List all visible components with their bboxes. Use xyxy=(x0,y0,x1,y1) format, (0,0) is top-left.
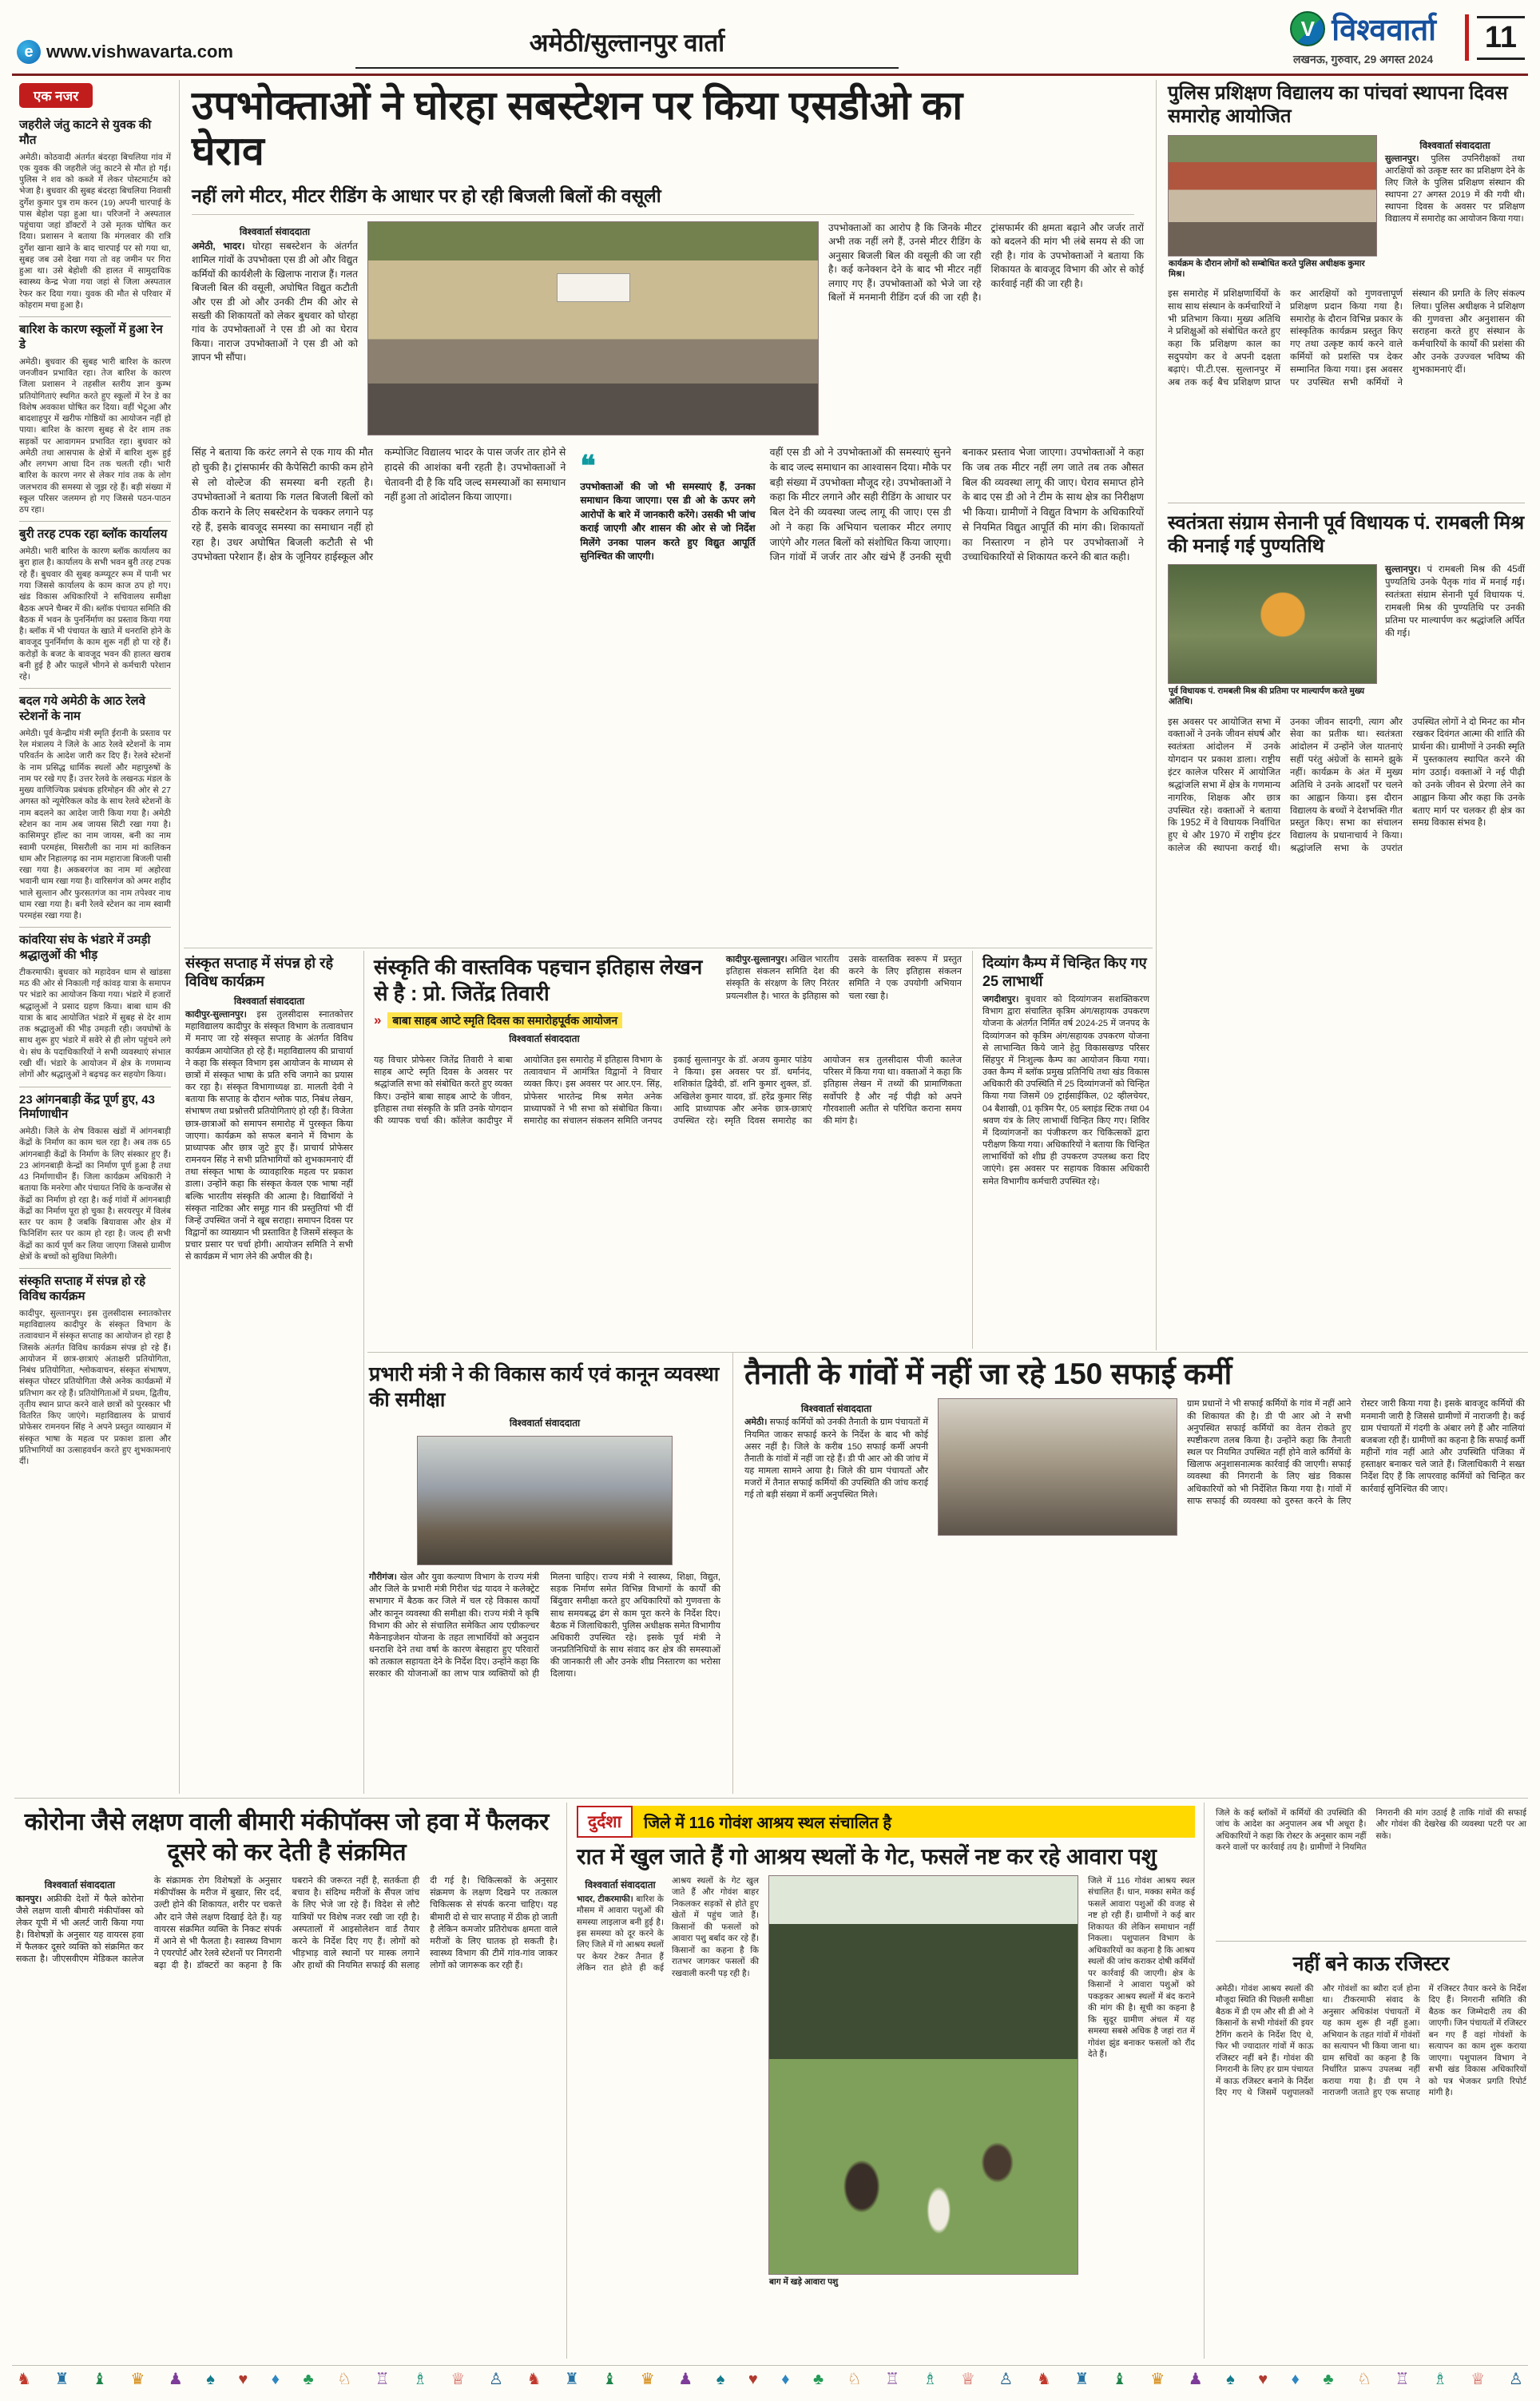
dateline: कानपुर। xyxy=(16,1894,42,1904)
footer-ornament-icon: ♠ xyxy=(206,2370,215,2388)
edition-dateline: लखनऊ, गुरुवार, 29 अगस्त 2024 xyxy=(1293,53,1434,66)
globe-icon: e xyxy=(17,40,41,64)
dateline: अमेठी। xyxy=(744,1417,768,1428)
footer-ornament-icon: ♕ xyxy=(1471,2370,1486,2388)
footer-ornament-icon: ♞ xyxy=(17,2370,31,2388)
brief-headline: बारिश के कारण स्कूलों में हुआ रेन डे xyxy=(19,323,163,352)
brief-headline: बदल गये अमेठी के आठ रेलवे स्टेशनों के नाम xyxy=(19,694,145,724)
continuation-text: जिले के कई ब्लॉकों में कर्मियों की उपस्थिति की जांच के आदेश का अनुपालन अब भी अधूरा है। अधिकारियों ने कहा कि रोस्टर के अनुसार काम नहीं करने वालों पर कार्रवाई तय है। ग्रामीणों ने नियमित निगरानी की मांग उठाई है ताकि गांवों की सफाई और गोवंश की देखरेख की व्यवस्था पटरी पर आ सके। xyxy=(1216,1807,1526,1942)
footer-ornament-icon: ♟ xyxy=(168,2370,183,2388)
lead-photo xyxy=(367,221,819,435)
footer-ornament-icon: ♣ xyxy=(812,2370,824,2388)
footer-ornament-icon: ♟ xyxy=(1188,2370,1203,2388)
website-url[interactable]: www.vishwavarta.com xyxy=(46,42,233,62)
section-title: अमेठी/सुल्तानपुर वार्ता xyxy=(529,29,725,57)
itihas-lekhan-story xyxy=(367,951,968,1349)
byline: विश्ववार्ता संवाददाता xyxy=(800,1403,872,1415)
column-rule xyxy=(732,1352,733,1794)
byline: विश्ववार्ता संवाददाता xyxy=(233,996,305,1007)
page-number-box xyxy=(1465,14,1525,61)
brief-body: कादीपुर, सुल्तानपुर। इस तुलसीदास स्नातकोत्तर महाविद्यालय कादीपुर के संस्कृत विभाग के तत्वावधान में संस्कृत सप्ताह का आयोजन हो रहा है जिसके अंतर्गत विविध कार्यक्रम संपन्न हो रहे हैं। आयोजन में छात्र-छात्राएं अंताक्षरी प्रतियोगिता, निबंध प्रतियोगिता, श्लोकवाचन, संस्कृत संभाषण, संस्कृत पोस्टर प्रतियोगिता जैसे अनेक कार्यक्रमों में प्रतिभाग कर रहे हैं। प्रतियोगिताओं में प्रथम, द्वितीय, तृतीय स्थान प्राप्त करने वाले छात्रों को पुरस्कार भी वितरित किए जाएंगे। महाविद्यालय के प्राचार्य प्रोफेसर रामनयन सिंह ने अपने प्रस्तुत व्याख्यान में संस्कृत भाषा के महत्व पर प्रकाश डाला और प्रतिभागियों का उत्साहवर्धन करते हुए शुभकामनाएं दीं। xyxy=(19,1308,171,1467)
dateline: गौरीगंज। xyxy=(369,1572,397,1582)
brief-story xyxy=(19,113,171,317)
footer-ornament-icon: ♞ xyxy=(526,2370,542,2388)
footer-ornament-icon: ♘ xyxy=(1357,2370,1371,2388)
column-rule xyxy=(1204,1803,1205,2359)
brief-body: अमेठी। जिले के शेष विकास खंडों में आंगनबाड़ी केंद्रों के निर्माण का काम चल रहा है। अब तक 65 आंगनबाड़ी केंद्रों के निर्माण के लिए संस्कार हुए हैं। 23 आंगनबाड़ी केन्द्रों का निर्माण पूर्ण हुआ है तथा 43 निर्माणाधीन हैं। जिला कार्यक्रम अधिकारी ने बताया कि मनरेगा और पंचायत निधि के कन्वर्जेंस से केंद्रों का निर्माण हो रहा है। कई गांवों में आंगनबाड़ी केंद्रों का निर्माण पूरा हो चुका है। सरयरपुर में विलंब स्तर पर काम है जबकि बियावास और क्षेत्र में फिनिशिंग स्तर पर काम हो रहा है। जल्द ही सभी केंद्रों का कार्य पूर्ण कर लिया जाएगा जिससे ग्रामीण क्षेत्रों के बच्चों को सुविधा मिलेगी। xyxy=(19,1127,171,1262)
brief-story xyxy=(19,928,171,1087)
right-column xyxy=(1160,80,1528,1352)
police-training-story xyxy=(1168,81,1525,503)
ek-nazar-label: एक नजर xyxy=(19,83,93,108)
divyang-camp-story xyxy=(976,951,1153,1349)
story-body: इस तुलसीदास स्नातकोत्तर महाविद्यालय कादीपुर के संस्कृत विभाग के तत्वावधान में मनाए जा रहे संस्कृत सप्ताह के अंतर्गत विविध कार्यक्रम आयोजित हो रहे हैं। महाविद्यालय की प्राचार्या ने कहा कि संस्कृत विभाग इस आयोजन के माध्यम से छात्रों में संस्कृत भाषा के प्रति रुचि जगाने का प्रयास कर रहा है। संस्कृत विभागाध्यक्ष डा. मालती देवी ने बताया कि सप्ताह के दौरान श्लोक पाठ, निबंध लेखन, संभाषण तथा प्रश्नोत्तरी प्रतियोगिताएं हो रही हैं। विजेता छात्र-छात्राओं को समापन समारोह में पुरस्कृत किया जाएगा। कार्यक्रम को सफल बनाने में विभाग के प्राध्यापक और छात्र जुटे हुए हैं। प्राचार्य प्रोफेसर रामनयन सिंह ने सभी प्रतिभागियों को शुभकामनाएं दीं तथा संस्कृत भाषा के व्यावहारिक महत्व पर प्रकाश डाला। उन्होंने कहा कि संस्कृत केवल एक भाषा नहीं बल्कि भारतीय संस्कृति की आत्मा है। विद्यार्थियों ने संस्कृत नाटिका और समूह गान की प्रस्तुतियां भी दीं जिन्हें उपस्थित जनों ने खूब सराहा। समापन दिवस पर विद्वानों का व्याख्यान भी प्रस्तावित है जिसमें संस्कृत के प्रचार प्रसार पर चर्चा होगी। आयोजन समिति ने सभी से कार्यक्रम में भाग लेने की अपील की है। xyxy=(185,1010,353,1262)
sanskrit-week-story xyxy=(184,951,359,1794)
footer-ornament-icon: ♖ xyxy=(375,2370,390,2388)
masthead-brand xyxy=(1290,8,1436,67)
dateline: अमेठी, भादर। xyxy=(192,240,245,252)
kicker-label: दुर्दशा xyxy=(577,1806,633,1838)
brief-story xyxy=(19,317,171,522)
column-rule xyxy=(566,1803,567,2359)
brand-logo-icon: V xyxy=(1290,11,1325,46)
lead-body-intro: घोरहा सबस्टेशन के अंतर्गत शामिल गांवों के उपभोक्ता एस डी ओ और विद्युत कर्मियों की कार्यशैली के खिलाफ नाराज हैं। गलत बिजली बिल की वसूली, अघोषित विद्युत कटौती और एस डी ओ और उनकी टीम की ओर से सख्ती की शिकायतों को लेकर बुधवार को घोरहा गांव के उपभोक्ताओं ने एस डी ओ का घेराव किया। नाराज उपभोक्ताओं ने एस डी ओ को ज्ञापन भी सौंपा। xyxy=(192,240,358,364)
photo-caption: बाग में खड़े आवारा पशु xyxy=(769,2277,839,2287)
brief-body: अमेठी। पूर्व केन्द्रीय मंत्री स्मृति ईरानी के प्रस्ताव पर रेल मंत्रालय ने जिले के आठ रेलवे स्टेशनों के नाम परिवर्तन के आदेश जारी कर दिए हैं। रेलवे स्टेशनों के नाम प्रसिद्ध धार्मिक स्थलों और महापुरुषों के नाम पर रखे गए हैं। उत्तर रेलवे के लखनऊ मंडल के मुख्य वाणिज्यिक प्रबंधक हरिमोहन की ओर से 27 अगस्त को न्यूमेरिकल कोड के साथ रेलवे स्टेशनों के नाम बदलने का आदेश जारी किया गया है। अमेठी स्टेशन का नाम अब जायस सिटी रखा गया है। कासिमपुर हॉल्ट का नाम जायस, बनी का नाम स्वामी परमहंस, मिसरौली का नाम मां कालिकन धाम और निहालगढ़ का नाम महाराजा बिजली पासी रखा गया है। अकबरगंज का नाम मां अहोरवा भवानी धाम रखा गया है। वारिसगंज को अमर शहीद भाले सुल्तान और फुरसतगंज का नाम तपेश्वर नाथ धाम रखा गया है। बनी रेलवे स्टेशन का नाम स्वामी परमहंस रखा गया है। xyxy=(19,728,171,921)
brand-name: विश्ववार्ता xyxy=(1332,14,1436,47)
brief-story xyxy=(19,689,171,928)
story-body: जिले में 116 गोवंश आश्रय स्थल संचालित हैं। धान, मक्का समेत कई फसलें आवारा पशुओं की वजह से नष्ट हो रही हैं। ग्रामीणों ने कई बार शिकायत की लेकिन समाधान नहीं निकला। पशुपालन विभाग के अधिकारियों का कहना है कि आश्रय स्थलों की जांच कराकर दोषी कर्मियों पर कार्रवाई की जाएगी। क्षेत्र के किसानों ने आवारा पशुओं को पकड़कर आश्रय स्थलों में बंद कराने की मांग की है। सूची का कहना है कि सुदूर ग्रामीण अंचल में यह समस्या सबसे अधिक है जहां रात में गोवंश झुंड बनाकर फसलों को रौंद देते हैं। xyxy=(1088,1876,1195,2060)
story-headline: तैनाती के गांवों में नहीं जा रहे 150 सफाई कर्मी xyxy=(744,1358,1232,1390)
pull-quote-text: उपभोक्ताओं की जो भी समस्याएं हैं, उनका समाधान किया जाएगा। एस डी ओ के ऊपर लगे आरोपों के बारे में जानकारी करेंगे। उसकी भी जांच कराई जाएगी और शासन की ओर से जो निर्देश मिलेंगे उनका पालन करते हुए विद्युत आपूर्ति सुनिश्चित की जाएगी। xyxy=(580,481,756,562)
dateline: जगदीशपुर। xyxy=(982,995,1019,1004)
footer-ornament-icon: ♘ xyxy=(847,2370,862,2388)
cow-register-story xyxy=(1208,1803,1528,2359)
masthead xyxy=(12,6,1528,70)
byline: विश्ववार्ता संवाददाता xyxy=(239,226,311,237)
footer-ornament-icon: ♠ xyxy=(716,2370,725,2388)
brief-story xyxy=(19,1087,171,1270)
footer-ornament-icon: ♙ xyxy=(488,2370,503,2388)
story-body: पं रामबली मिश्र की 45वीं पुण्यतिथि उनके पैतृक गांव में मनाई गई। स्वतंत्रता संग्राम सेनानी पूर्व विधायक पं. रामबली मिश्र की पुण्यतिथि पर उनकी प्रतिमा पर माल्यार्पण कर श्रद्धांजलि अर्पित की गई। xyxy=(1385,565,1526,638)
section-rule xyxy=(14,1798,1528,1799)
masthead-center xyxy=(355,26,899,69)
masthead-rule xyxy=(12,74,1528,76)
footer-ornament-icon: ♖ xyxy=(885,2370,899,2388)
byline: विश्ववार्ता संवाददाता xyxy=(585,1879,656,1890)
highlight-strip: जिले में 116 गोवंश आश्रय स्थल संचालित है xyxy=(633,1806,1195,1838)
footer-ornament-icon: ♝ xyxy=(1112,2370,1127,2388)
police-training-photo xyxy=(1168,135,1377,256)
story-body: बारिश के मौसम में आवारा पशुओं की समस्या लाइलाज बनी हुई है। इस समस्या को दूर करने के लिए जिले में गो आश्रय स्थलों पर केयर टेकर तैनात हैं लेकिन रात होते ही कई आश्रय स्थलों के गेट खुल जाते हैं और गोवंश बाहर निकलकर सड़कों से होते हुए खेतों में पहुंच जाते हैं। किसानों की फसलों को आवारा पशु बर्बाद कर रहे हैं। किसानों का कहना है कि रातभर जागकर फसलों की रखवाली करनी पड़ रही है। xyxy=(577,1876,759,1978)
footer-ornament-icon: ♗ xyxy=(1432,2370,1447,2388)
ek-nazar-column xyxy=(14,80,176,1796)
footer-ornament-icon: ♠ xyxy=(1226,2370,1235,2388)
byline: विश्ववार्ता संवाददाता xyxy=(1419,139,1490,151)
kicker-arrow-icon: » xyxy=(374,1012,382,1028)
footer-ornament-icon: ♗ xyxy=(413,2370,428,2388)
brief-story xyxy=(19,1269,171,1473)
footer-ornament-icon: ♛ xyxy=(130,2370,145,2388)
footer-ornament-icon: ♣ xyxy=(1323,2370,1334,2388)
footer-ornament-icon: ♥ xyxy=(1258,2370,1268,2388)
story-headline: संस्कृत सप्ताह में संपन्न हो रहे विविध कार्यक्रम xyxy=(185,955,334,989)
brief-body: अमेठी। कोठवादी अंतर्गत बंदरहा बिचलिया गांव में एक युवक की जहरीले जंतु काटने से मौत हो गई। पुलिस ने शव को कब्जे में लेकर पोस्टमार्टम को भेजा है। बुधवार की सुबह बंदरहा बिचलिया निवासी दुर्गेश कुमार पुत्र राम करन (19) अपनी चारपाई के पास बेहोश पड़ा हुआ था। परिजनों ने अस्पताल पहुंचाया जहां डॉक्टरों ने उसे मृतक घोषित कर दिया। प्रशासन ने बताया कि मंगलवार की रात्रि दुर्गेश खाना खाने के बाद चारपाई पर सो गया था, सुबह जब उसे देखा गया तो वह जमीन पर गिरा हुआ था। उसे बेहोशी की हालत में सामुदायिक स्वास्थ्य केन्द्र भेजा गया जहां से जिला अस्पताल रेफर कर दिया गया। युवक की मौत से परिवार में कोहराम मचा हुआ है। xyxy=(19,152,171,310)
lead-body-below: वहीं एस डी ओ ने उपभोक्ताओं की समस्याएं सुनने के बाद जल्द समाधान का आश्वासन दिया। मौके पर बड़ी संख्या में उपभोक्ता मौजूद रहे। उपभोक्ताओं ने कहा कि मीटर लगाने और सही रीडिंग के आधार पर बिल देने की व्यवस्था जल्द लागू की जाए। एस डी ओ ने कहा कि अभियान चलाकर मीटर लगाए जाएंगे और गलत बिलों को संशोधित किया जाएगा। जिन गांवों में जर्जर तार और खंभे हैं उनकी सूची बनाकर प्रस्ताव भेजा जाएगा। उपभोक्ताओं ने कहा कि जब तक मीटर नहीं लग जाते तब तक औसत बिल की व्यवस्था लागू की जाए। घेराव समाप्त होने के बाद एस डी ओ ने टीम के साथ क्षेत्र का निरीक्षण भी किया। ग्रामीणों ने विद्युत विभाग के अधिकारियों से नियमित विद्युत आपूर्ति की मांग की। शिकायतों का निस्तारण न होने पर उपभोक्ताओं ने उच्चाधिकारियों से शिकायत करने की बात कही। xyxy=(769,447,1144,563)
footer-ornament-icon: ♞ xyxy=(1036,2370,1051,2388)
story-body: सफाई कर्मियों को उनकी तैनाती के ग्राम पंचायतों में नियमित जाकर सफाई करने के निर्देश के बाद भी कोई असर नहीं है। जिले के करीब 150 सफाई कर्मी अपनी तैनाती के गांवों में नहीं जा रहे हैं। डी पी आर ओ की जांच में यह मामला सामने आया है। जिले की ग्राम पंचायतों और मजरों में तैनात सफाई कर्मियों की उपस्थिति की जांच कराई गई तो बड़ी संख्या में कर्मी अनुपस्थित मिले। xyxy=(744,1417,929,1501)
footer-ornament-icon: ♙ xyxy=(998,2370,1014,2388)
footer-ornament-icon: ♥ xyxy=(748,2370,758,2388)
story-body: यह विचार प्रोफेसर जितेंद्र तिवारी ने बाबा साहब आप्टे स्मृति दिवस के अवसर पर श्रद्धांजलि सभा को संबोधित करते हुए व्यक्त किए। उन्होंने बाबा साहब आप्टे के जीवन, इतिहास तथा संस्कृति के प्रति उनके योगदान की व्यापक चर्चा की। कॉलेज कादीपुर में आयोजित इस समारोह में इतिहास विभाग के तत्वावधान में आमंत्रित विद्वानों ने विचार व्यक्त किए। इस अवसर पर आर.एन. सिंह, प्रोफेसर भारतेन्द्र मिश्र समेत अनेक प्राध्यापकों ने भी सभा को संबोधित किया। समारोह का संचालन संकलन समिति जनपद इकाई सुल्तानपुर के डॉ. अजय कुमार पांडेय ने किया। इस अवसर पर डॉ. धर्मानंद, शशिकांत द्विवेदी, डॉ. शनि कुमार शुक्ल, डॉ. अखिलेश कुमार यादव, डॉ. हरेंद्र कुमार सिंह आदि प्राध्यापक और अनेक छात्र-छात्राएं उपस्थित रहे। स्मृति दिवस समारोह का आयोजन सत्र तुलसीदास पीजी कालेज परिसर में किया गया था। वक्ताओं ने कहा कि इतिहास लेखन में तथ्यों की प्रामाणिकता सर्वोपरि है और नई पीढ़ी को अपने गौरवशाली अतीत से परिचित कराना समय की मांग है। xyxy=(374,1055,962,1126)
story-headline: दिव्यांग कैम्प में चिन्हित किए गए 25 लाभार्थी xyxy=(982,955,1147,989)
footer-ornament-icon: ♜ xyxy=(1074,2370,1090,2388)
prabhari-meeting-photo xyxy=(417,1436,673,1565)
story-body: ग्राम प्रधानों ने भी सफाई कर्मियों के गांव में नहीं आने की शिकायत की है। डी पी आर ओ ने सभी अनुपस्थित सफाई कर्मियों का वेतन रोकते हुए स्पष्टीकरण तलब किया है। उन्होंने कहा कि तैनाती स्थल पर नियमित उपस्थित नहीं होने वाले कर्मियों के खिलाफ अनुशासनात्मक कार्रवाई की जाएगी। सफाई व्यवस्था की निगरानी के लिए खंड विकास अधिकारियों को भी निर्देशित किया गया है। गांवों में साफ सफाई की व्यवस्था को दुरुस्त करने के लिए रोस्टर जारी किया गया है। इसके बावजूद कर्मियों की मनमानी जारी है जिससे ग्रामीणों में नाराजगी है। कई ग्राम पंचायतों में गंदगी के अंबार लगे हैं और नालियां बजबजा रही हैं। ग्रामीणों का कहना है कि सफाई कर्मी महीनों गांव नहीं आते और उपस्थिति पंजिका में हस्ताक्षर बनाकर चले जाते हैं। जिलाधिकारी ने सख्त निर्देश दिए हैं कि लापरवाह कर्मियों को चिन्हित कर कार्रवाई सुनिश्चित की जाए। xyxy=(1187,1399,1525,1506)
photo-caption: पूर्व विधायक पं. रामबली मिश्र की प्रतिमा पर माल्यार्पण करते मुख्य अतिथि। xyxy=(1169,686,1365,707)
story-headline: नहीं बने काऊ रजिस्टर xyxy=(1292,1953,1450,1975)
story-headline: रात में खुल जाते हैं गो आश्रय स्थलों के गेट, फसलें नष्ट कर रहे आवारा पशु xyxy=(577,1844,1157,1869)
brief-story xyxy=(19,522,171,689)
monkeypox-story xyxy=(14,1803,564,2359)
dateline: सुल्तानपुर। xyxy=(1385,153,1419,164)
byline: विश्ववार्ता संवाददाता xyxy=(44,1879,116,1890)
lead-subheadline: नहीं लगे मीटर, मीटर रीडिंग के आधार पर हो रही बिजली बिलों की वसूली xyxy=(192,182,1134,215)
column-rule xyxy=(179,80,180,1794)
pull-quote xyxy=(577,445,758,571)
safai-office-photo xyxy=(938,1398,1177,1536)
punyatithi-photo xyxy=(1168,564,1377,684)
footer-ornament-icon: ♕ xyxy=(450,2370,466,2388)
photo-caption: कार्यक्रम के दौरान लोगों को सम्बोधित करते पुलिस अधीक्षक कुमार मिश्र। xyxy=(1169,258,1365,279)
brief-body: टीकरमाफी। बुधवार को महादेवन धाम से खांडसा मठ की ओर से निकाली गई कांवड़ यात्रा के समापन पर भंडारे का आयोजन किया गया। भंडारे में हजारों श्रद्धालुओं ने प्रसाद ग्रहण किया। बाबा धाम की यात्रा के बाद आयोजित भंडारे में सुबह से देर शाम तक श्रद्धालुओं की भीड़ उमड़ती रही। जयघोषों के साथ शुरू हुए भंडारे में सवेरे से ही लोग पहुंचने लगे थे। संघ के पदाधिकारियों ने सभी व्यवस्थाएं संभाल रखी थीं। भंडारे के आयोजन में क्षेत्र के गणमान्य लोगों और श्रद्धालुओं ने बढ़चढ़ कर सहयोग किया। xyxy=(19,967,171,1080)
story-headline: स्वतंत्रता संग्राम सेनानी पूर्व विधायक पं. रामबली मिश्र की मनाई गई पुण्यतिथि xyxy=(1168,511,1525,558)
footer-ornament-icon: ♗ xyxy=(923,2370,938,2388)
page-number-divider xyxy=(1465,14,1469,61)
story-body: अमेठी। गोवंश आश्रय स्थलों की मौजूदा स्थिति की पिछली समीक्षा बैठक में डी एम और सी डी ओ ने किसानों के सभी गोवंशों की इयर टैगिंग कराने के निर्देश दिए थे, फिर भी ज्यादातर गांवों में काऊ रजिस्टर नहीं बने हैं। गोवंश की निगरानी के लिए हर ग्राम पंचायत में काऊ रजिस्टर बनाने के निर्देश दिए गए थे जिसमें पशुपालकों और गोवंशों का ब्यौरा दर्ज होना था। टीकरमाफी संवाद के अनुसार अधिकांश पंचायतों में यह काम शुरू ही नहीं हुआ। अभियान के तहत गांवों में गोवंशों का सत्यापन भी किया जाना था। ग्राम सचिवों का कहना है कि निर्धारित प्रारूप उपलब्ध नहीं कराया गया है। डी एम ने नाराजगी जताते हुए एक सप्ताह में रजिस्टर तैयार करने के निर्देश दिए हैं। निगरानी समिति की बैठक कर जिम्मेदारी तय की जाएगी। जिन पंचायतों में रजिस्टर बन गए हैं वहां गोवंशों के सत्यापन का काम शुरू कराया जाएगा। पशुपालन विभाग ने सभी खंड विकास अधिकारियों को पत्र भेजकर प्रगति रिपोर्ट मांगी है। xyxy=(1216,1984,1526,2098)
brief-headline: संस्कृति सप्ताह में संपन्न हो रहे विविध कार्यक्रम xyxy=(19,1274,146,1303)
brief-headline: कांवरिया संघ के भंडारे में उमड़ी श्रद्धालुओं की भीड़ xyxy=(19,933,151,963)
footer-ornament-icon: ♦ xyxy=(271,2370,280,2388)
story-body: अफ्रीकी देशों में फैले कोरोना जैसे लक्षण वाली बीमारी मंकीपॉक्स को लेकर यूपी में भी अलर्ट जारी किया गया है। विशेषज्ञों के अनुसार यह वायरस हवा में फैलकर दूसरे व्यक्ति को संक्रमित कर सकता है। जीएसवीएम मेडिकल कालेज के संक्रामक रोग विशेषज्ञों के अनुसार मंकीपॉक्स के मरीज में बुखार, सिर दर्द, उल्टी होने की शिकायत, शरीर पर चकत्ते और दाने जैसे लक्षण दिखाई देते हैं। यह वायरस संक्रमित व्यक्ति के निकट संपर्क में आने से भी फैलता है। स्वास्थ्य विभाग ने एयरपोर्ट और रेलवे स्टेशनों पर निगरानी बढ़ा दी है। डॉक्टरों का कहना है कि घबराने की जरूरत नहीं है, सतर्कता ही बचाव है। संदिग्ध मरीजों के सैंपल जांच के लिए भेजे जा रहे हैं। विदेश से लौटे यात्रियों पर विशेष नजर रखी जा रही है। अस्पतालों में आइसोलेशन वार्ड तैयार करने के निर्देश दिए गए हैं। लोगों को भीड़भाड़ वाले स्थानों पर मास्क लगाने और हाथों की नियमित सफाई की सलाह दी गई है। चिकित्सकों के अनुसार संक्रमण के लक्षण दिखने पर तत्काल चिकित्सक से संपर्क करना चाहिए। यह बीमारी दो से चार सप्ताह में ठीक हो जाती है लेकिन कमजोर प्रतिरोधक क्षमता वाले मरीजों के लिए घातक हो सकती है। स्वास्थ्य विभाग की टीमें गांव-गांव जाकर लोगों को जागरूक कर रही हैं। xyxy=(16,1876,558,1971)
quote-icon: ❝ xyxy=(580,449,596,482)
footer-ornament-icon: ♝ xyxy=(92,2370,107,2388)
byline: विश्ववार्ता संवाददाता xyxy=(509,1417,581,1429)
footer-ornament-icon: ♕ xyxy=(960,2370,975,2388)
footer-ornament-icon: ♣ xyxy=(303,2370,314,2388)
footer-ornament-icon: ♦ xyxy=(781,2370,790,2388)
brief-headline: 23 आंगनबाड़ी केंद्र पूर्ण हुए, 43 निर्माणाधीन xyxy=(19,1092,155,1122)
story-body: अखिल भारतीय इतिहास संकलन समिति देश की संस्कृति के संरक्षण के लिए निरंतर प्रयत्नशील है। भारत के इतिहास को उसके वास्तविक स्वरूप में प्रस्तुत करने के लिए इतिहास संकलन समिति ने एक उपयोगी अभियान चला रखा है। xyxy=(725,955,962,1001)
brief-body: अमेठी। भारी बारिश के कारण ब्लॉक कार्यालय का बुरा हाल है। कार्यालय के सभी भवन बुरी तरह टपक रहे हैं। बुधवार की सुबह कम्प्यूटर रूम में पानी भर गया जिससे कार्यालय के काम काज ठप हो गए। खंड विकास अधिकारियों ने सचिवालय समीक्षा बैठक अपने चैम्बर में की। ब्लॉक पंचायत समिति की बैठक में भवन के पुनर्निर्माण का प्रस्ताव किया गया है। ब्लॉक में भी पंचायत के खाते में धनराशि होने के बावजूद पुनर्निर्माण के काम शुरू नहीं हो पा रहे हैं। करोड़ों के बजट के बावजूद भवन की हालत खराब बनी हुई है और फाइलें भीगने से कर्मचारी परेशान रहे। xyxy=(19,547,171,682)
story-headline: प्रभारी मंत्री ने की विकास कार्य एवं कानून व्यवस्था की समीक्षा xyxy=(369,1363,720,1411)
footer-ornament-icon: ♜ xyxy=(564,2370,579,2388)
masthead-left xyxy=(17,40,233,64)
safai-karmi-story xyxy=(736,1352,1528,1795)
awara-pashu-story xyxy=(570,1803,1201,2359)
story-kicker: बाबा साहब आप्टे स्मृति दिवस का समारोहपूर्वक आयोजन xyxy=(387,1012,622,1028)
dateline: कादीपुर-सुल्तानपुर। xyxy=(185,1010,247,1020)
lead-story xyxy=(184,80,1152,946)
brief-body: अमेठी। बुधवार की सुबह भारी बारिश के कारण जनजीवन प्रभावित रहा। तेज बारिश के कारण जिला प्रशासन ने तहसील स्तरीय ज्ञान कुम्भ प्रतियोगिताएं स्थगित करते हुए स्कूलों में रेन डे का विशेष अवकाश घोषित कर दिया। वहीं भेटूआ और बादशाहपुर में खरीफ गोष्ठियों का आयोजन नहीं हो पाया। बारिश के कारण सुबह से देर शाम तक सड़कों पर आवागमन प्रभावित रहा। बुधवार को अमेठी तथा आसपास के क्षेत्रों में बारिश शुरू हुई और लगभग आधा दिन तक चलती रही। भारी बारिश के कारण नगर से लेकर गांव तक के लोग जलभराव की समस्या से जूझ रहे हैं। बड़ी संख्या में स्कूल परिसर जलमग्न हो गए जिससे पठन-पाठन ठप रहा। xyxy=(19,356,171,515)
punyatithi-story xyxy=(1168,511,1525,1276)
brief-headline: जहरीले जंतु काटने से युवक की मौत xyxy=(19,118,152,147)
lead-headline: उपभोक्ताओं ने घोरहा सबस्टेशन पर किया एसडीओ का घेराव xyxy=(192,83,963,173)
brief-headline: बुरी तरह टपक रहा ब्लॉक कार्यालय xyxy=(19,527,168,542)
footer-ornament-icon: ♛ xyxy=(1150,2370,1165,2388)
story-headline: संस्कृति की वास्तविक पहचान इतिहास लेखन से है : प्रो. जितेंद्र तिवारी xyxy=(374,955,703,1005)
footer-ornament-icon: ♛ xyxy=(640,2370,655,2388)
story-body: पुलिस उपनिरीक्षकों तथा आरक्षियों को उत्कृष्ट स्तर का प्रशिक्षण देने के लिए जिले के पुलिस प्रशिक्षण संस्थान की स्थापना 27 अगस्त 2019 में की गयी थी। स्थापना दिवस के अवसर पर प्रशिक्षण विद्यालय में समारोह का आयोजन किया गया। xyxy=(1385,153,1525,225)
lead-body-side: उपभोक्ताओं का आरोप है कि जिनके मीटर अभी तक नहीं लगे हैं, उनसे मीटर रीडिंग के अनुसार बिजली बिल की वसूली की जा रही है। कई कनेक्शन देने के बाद भी मीटर नहीं लगाए गए हैं। उपभोक्ताओं को भेजे जा रहे बिलों में मनमानी रीडिंग दर्ज की जा रही है। ट्रांसफार्मर की क्षमता बढ़ाने और जर्जर तारों को बदलने की मांग भी लंबे समय से की जा रही है। गांव के उपभोक्ताओं ने बताया कि शिकायत के बावजूद विभाग की ओर से कोई कार्रवाई नहीं की जा रही है। xyxy=(828,222,1144,303)
column-rule xyxy=(972,951,973,1349)
story-body: खेल और युवा कल्याण विभाग के राज्य मंत्री और जिले के प्रभारी मंत्री गिरीश चंद्र यादव ने कलेक्ट्रेट सभागार में बैठक कर जिले में चल रहे विकास कार्यों और कानून व्यवस्था की समीक्षा की। राज्य मंत्री ने कृषि विभाग की ओर से संचालित समेकित आय एग्रीकल्चर मैकेनाइजेशन योजना के तहत लाभार्थियों को अनुदान धनराशि देने तथा वर्षा के कारण बेसहारा हुए परिवारों को तत्काल सहायता देने के निर्देश दिए। उन्होंने कहा कि सरकार की योजनाओं का लाभ पात्र व्यक्तियों को ही मिलना चाहिए। राज्य मंत्री ने स्वास्थ्य, शिक्षा, विद्युत, सड़क निर्माण समेत विभिन्न विभागों के कार्यों की बिंदुवार समीक्षा करते हुए अधिकारियों को गुणवत्ता के साथ समयबद्ध ढंग से काम पूरा करने के निर्देश दिए। बैठक में जिलाधिकारी, पुलिस अधीक्षक समेत विभागीय अधिकारी उपस्थित रहे। इसके पूर्व मंत्री ने जनप्रतिनिधियों के साथ संवाद कर क्षेत्र की समस्याओं की जानकारी ली और उनके शीघ्र निस्तारण का भरोसा दिलाया। xyxy=(369,1572,720,1680)
dateline: सुल्तानपुर। xyxy=(1385,565,1421,575)
footer-ornament-icon: ♜ xyxy=(54,2370,69,2388)
footer-ornament-icon: ♙ xyxy=(1508,2370,1523,2388)
story-headline: पुलिस प्रशिक्षण विद्यालय का पांचवां स्थापना दिवस समारोह आयोजित xyxy=(1168,82,1508,128)
footer-ornament-icon: ♟ xyxy=(678,2370,693,2388)
byline: विश्ववार्ता संवाददाता xyxy=(509,1033,580,1044)
dateline: भादर, टीकरमाफी। xyxy=(577,1894,633,1904)
page-number: 11 xyxy=(1477,16,1525,60)
column-rule xyxy=(1156,80,1157,1350)
story-body: बुधवार को दिव्यांगजन सशक्तिकरण विभाग द्वारा संचालित कृत्रिम अंग/सहायक उपकरण योजना के अंतर्गत निर्मित वर्ष 2024-25 में जनपद के दिव्यांगजन को कृत्रिम अंग/सहायक उपकरण योजना से लाभान्वित किये जाने हेतु विकासखण्ड परिसर सिंहपुर में निःशुल्क कैम्प का आयोजन किया गया। उक्त कैम्प में ब्लॉक प्रमुख प्रतिनिधि तथा खंड विकास अधिकारी की उपस्थिति में 25 दिव्यांगजनों को चिन्हित किया गया जिसमें 09 ट्राईसाईकिल, 02 व्हीलचेयर, 04 बैशाखी, 01 कृत्रिम पैर, 05 ब्लाइंड स्टिक तथा 04 श्रवण यंत्र के लिए लाभार्थी चिन्हित किए गए। शिविर में दिव्यांगजनों का पंजीकरण कर चिकित्सकों द्वारा परीक्षण किया गया। अधिकारियों ने बताया कि चिन्हित लाभार्थियों को शीघ्र ही उपकरण उपलब्ध करा दिए जाएंगे। इस अवसर पर सहायक विकास अधिकारी समेत विभागीय कर्मचारी उपस्थित रहे। xyxy=(982,995,1150,1187)
story-body: इस समारोह में प्रशिक्षणार्थियों के साथ साथ संस्थान के कर्मचारियों ने भी प्रतिभाग किया। मुख्य अतिथि ने प्रशिक्षुओं को संबोधित करते हुए कहा कि प्रशिक्षण काल का सदुपयोग कर वे अपनी दक्षता बढ़ाएं। पी.टी.एस. सुल्तानपुर में अब तक कई बैच प्रशिक्षण प्राप्त कर आरक्षियों को गुणवत्तापूर्ण प्रशिक्षण प्रदान किया गया है। समारोह के दौरान विभिन्न प्रकार के सांस्कृतिक कार्यक्रम प्रस्तुत किए गए तथा उत्कृष्ट कार्य करने वाले कर्मियों को प्रशस्ति पत्र देकर सम्मानित किया गया। इस अवसर पर उपस्थित सभी कर्मियों ने संस्थान की प्रगति के लिए संकल्प लिया। पुलिस अधीक्षक ने प्रशिक्षण की गुणवत्ता और अनुशासन की सराहना करते हुए संस्थान के कर्मचारियों के कार्यों की प्रशंसा की और उनके उज्ज्वल भविष्य की शुभकामनाएं दीं। xyxy=(1168,288,1525,388)
footer-ornament-icon: ♘ xyxy=(337,2370,352,2388)
dateline: कादीपुर-सुल्तानपुर। xyxy=(725,955,788,964)
footer-ornament-icon: ♝ xyxy=(602,2370,617,2388)
lead-body-below: सिंह ने बताया कि करंट लगने से एक गाय की मौत हो चुकी है। ट्रांसफार्मर की कैपेसिटी काफी कम होने से लो वोल्टेज की समस्या बनी रहती है। उपभोक्ताओं ने बताया कि गलत बिजली बिलों को ठीक कराने के लिए सबस्टेशन के चक्कर लगाने पड़ रहे हैं, इसके बावजूद समस्या का समाधान नहीं हो रहा है। उधर अघोषित बिजली कटौती से भी उपभोक्ता परेशान हैं। क्षेत्र के जूनियर हाईस्कूल और कम्पोजिट विद्यालय भादर के पास जर्जर तार होने से हादसे की आशंका बनी रहती है। उपभोक्ताओं ने चेतावनी दी है कि यदि जल्द समस्याओं का समाधान नहीं हुआ तो आंदोलन किया जाएगा। xyxy=(192,447,566,563)
footer-ornament-icon: ♥ xyxy=(238,2370,248,2388)
stray-cattle-photo xyxy=(768,1875,1078,2275)
prabhari-mantri-story xyxy=(367,1357,728,1795)
footer-ornament-icon: ♦ xyxy=(1291,2370,1300,2388)
story-headline: कोरोना जैसे लक्षण वाली बीमारी मंकीपॉक्स जो हवा में फैलकर दूसरे को कर देती है संक्रमित xyxy=(24,1809,550,1866)
footer-ornament-icon: ♖ xyxy=(1395,2370,1410,2388)
footer-ornament-strip xyxy=(12,2365,1528,2392)
column-rule xyxy=(363,951,364,1794)
story-body: इस अवसर पर आयोजित सभा में वक्ताओं ने उनके जीवन संघर्ष और स्वतंत्रता आंदोलन में उनके योगदान पर प्रकाश डाला। राष्ट्रीय इंटर कालेज परिसर में आयोजित श्रद्धांजलि सभा में क्षेत्र के गणमान्य नागरिक, शिक्षक और छात्र उपस्थित रहे। वक्ताओं ने बताया कि 1952 में वे विधायक निर्वाचित हुए थे और 1970 में राष्ट्रीय इंटर कालेज की स्थापना कराई थी। उनका जीवन सादगी, त्याग और सेवा का प्रतीक था। स्वतंत्रता आंदोलन में उन्होंने जेल यातनाएं सहीं परंतु अंग्रेजों के सामने झुके नहीं। कार्यक्रम के अंत में मुख्य अतिथि ने उनके आदर्शों पर चलने का आह्वान किया। इस दौरान विद्यालय के बच्चों ने देशभक्ति गीत प्रस्तुत किए। सभा का संचालन विद्यालय के प्रधानाचार्य ने किया। श्रद्धांजलि सभा के उपरांत उपस्थित लोगों ने दो मिनट का मौन रखकर दिवंगत आत्मा की शांति की प्रार्थना की। ग्रामीणों ने उनकी स्मृति में पुस्तकालय स्थापित करने की मांग उठाई। वक्ताओं ने नई पीढ़ी को उनके जीवन से प्रेरणा लेने का आह्वान किया और कहा कि उनके बताए मार्ग पर चलकर ही क्षेत्र का समग्र विकास संभव है। xyxy=(1168,717,1525,854)
